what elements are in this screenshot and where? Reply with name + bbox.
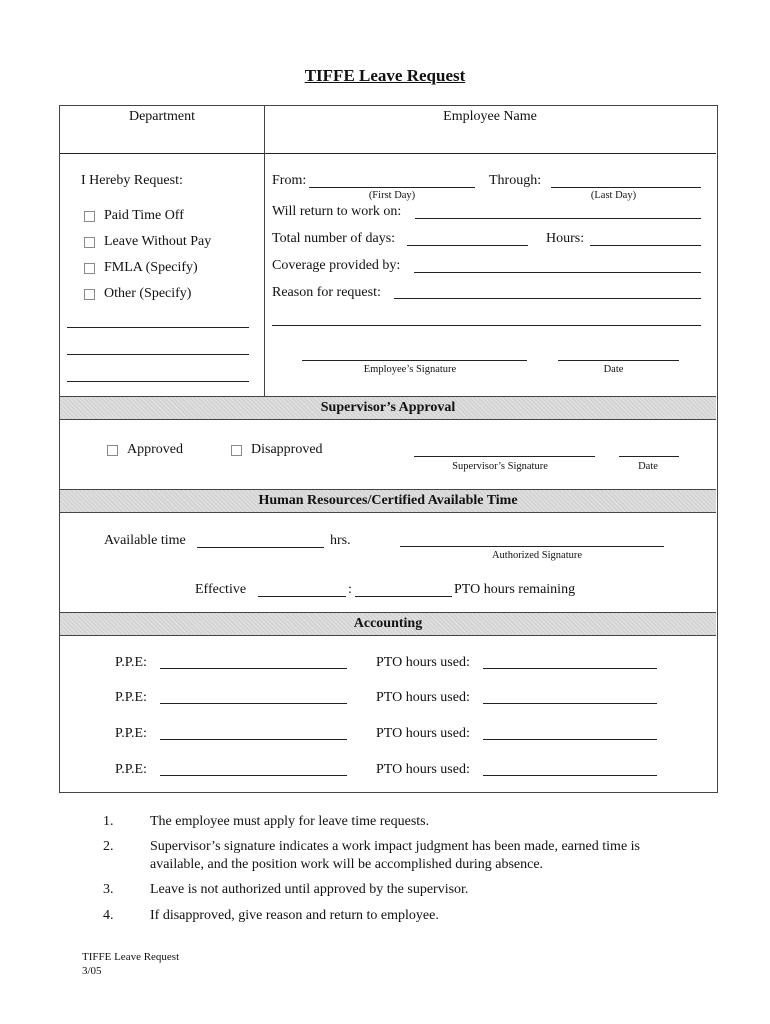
ppe-label-3: P.P.E: xyxy=(115,726,147,741)
total-days-label: Total number of days: xyxy=(272,231,396,246)
from-field[interactable] xyxy=(309,187,475,188)
footer-form-name: TIFFE Leave Request xyxy=(82,951,180,963)
approved-label: Approved xyxy=(127,442,183,457)
employee-date-field[interactable] xyxy=(558,360,679,361)
other-checkbox[interactable] xyxy=(84,289,95,300)
specify-line-1[interactable] xyxy=(67,327,249,328)
effective-field-2[interactable] xyxy=(355,596,452,597)
pto-remaining-label: PTO hours remaining xyxy=(454,582,576,597)
department-label: Department xyxy=(128,109,196,124)
coverage-label: Coverage provided by: xyxy=(272,258,401,273)
header-divider xyxy=(60,153,716,154)
supervisor-signature-field[interactable] xyxy=(414,456,595,457)
note-number-3: 3. xyxy=(103,882,114,897)
note-number-2: 2. xyxy=(103,839,114,854)
hours-label: Hours: xyxy=(546,231,585,246)
ppe-field-4[interactable] xyxy=(160,775,347,776)
through-label: Through: xyxy=(489,173,542,188)
reason-field-line-2[interactable] xyxy=(272,325,701,326)
authorized-signature-field[interactable] xyxy=(400,546,664,547)
disapproved-label: Disapproved xyxy=(251,442,323,457)
employee-name-label: Employee Name xyxy=(443,109,537,124)
effective-field-1[interactable] xyxy=(258,596,346,597)
employee-date-label: Date xyxy=(603,364,624,375)
pto-used-field-2[interactable] xyxy=(483,703,657,704)
first-day-label: (First Day) xyxy=(368,190,416,201)
fmla-label: FMLA (Specify) xyxy=(104,260,198,275)
specify-line-3[interactable] xyxy=(67,381,249,382)
leave-without-pay-checkbox[interactable] xyxy=(84,237,95,248)
hrs-label: hrs. xyxy=(330,533,351,548)
coverage-field[interactable] xyxy=(414,272,701,273)
paid-time-off-label: Paid Time Off xyxy=(104,208,184,223)
hours-field[interactable] xyxy=(590,245,701,246)
other-label: Other (Specify) xyxy=(104,286,192,301)
supervisor-signature-label: Supervisor’s Signature xyxy=(452,461,548,472)
employee-signature-field[interactable] xyxy=(302,360,527,361)
note-number-1: 1. xyxy=(103,814,114,829)
note-text-3: Leave is not authorized until approved by the supervisor. xyxy=(150,882,469,897)
approved-checkbox[interactable] xyxy=(107,445,118,456)
through-field[interactable] xyxy=(551,187,701,188)
specify-line-2[interactable] xyxy=(67,354,249,355)
page-title: TIFFE Leave Request xyxy=(304,66,466,85)
total-days-field[interactable] xyxy=(407,245,528,246)
ppe-label-4: P.P.E: xyxy=(115,762,147,777)
ppe-field-2[interactable] xyxy=(160,703,347,704)
return-to-work-field[interactable] xyxy=(415,218,701,219)
note-text-1: The employee must apply for leave time requests. xyxy=(150,814,430,829)
authorized-signature-label: Authorized Signature xyxy=(491,550,583,561)
ppe-field-1[interactable] xyxy=(160,668,347,669)
ppe-label-2: P.P.E: xyxy=(115,690,147,705)
accounting-heading: Accounting xyxy=(60,612,716,636)
return-to-work-label: Will return to work on: xyxy=(272,204,402,219)
supervisor-date-label: Date xyxy=(638,461,658,472)
note-text-2-line-1: Supervisor’s signature indicates a work impact judgment has been made, earned time is xyxy=(150,839,640,854)
reason-label: Reason for request: xyxy=(272,285,381,300)
supervisor-date-field[interactable] xyxy=(619,456,679,457)
note-text-4: If disapproved, give reason and return to employee. xyxy=(150,908,439,923)
pto-used-field-4[interactable] xyxy=(483,775,657,776)
available-time-field[interactable] xyxy=(197,547,324,548)
from-label: From: xyxy=(272,173,307,188)
pto-used-label-4: PTO hours used: xyxy=(376,762,470,777)
ppe-field-3[interactable] xyxy=(160,739,347,740)
pto-used-label-2: PTO hours used: xyxy=(376,690,470,705)
hereby-request-label: I Hereby Request: xyxy=(81,173,183,188)
leave-without-pay-label: Leave Without Pay xyxy=(104,234,212,249)
paid-time-off-checkbox[interactable] xyxy=(84,211,95,222)
note-text-2-line-2: available, and the position work will be accomplished during absence. xyxy=(150,857,544,872)
disapproved-checkbox[interactable] xyxy=(231,445,242,456)
supervisor-approval-heading: Supervisor’s Approval xyxy=(60,396,716,420)
available-time-label: Available time xyxy=(104,533,186,548)
hr-certified-time-heading: Human Resources/Certified Available Time xyxy=(60,489,716,513)
pto-used-label-1: PTO hours used: xyxy=(376,655,470,670)
pto-used-field-1[interactable] xyxy=(483,668,657,669)
pto-used-field-3[interactable] xyxy=(483,739,657,740)
last-day-label: (Last Day) xyxy=(590,190,637,201)
ppe-label-1: P.P.E: xyxy=(115,655,147,670)
footer-revision: 3/05 xyxy=(82,965,102,977)
note-number-4: 4. xyxy=(103,908,114,923)
fmla-checkbox[interactable] xyxy=(84,263,95,274)
column-divider xyxy=(264,106,265,396)
pto-used-label-3: PTO hours used: xyxy=(376,726,470,741)
employee-signature-label: Employee’s Signature xyxy=(363,364,457,375)
effective-colon: : xyxy=(348,582,352,597)
effective-label: Effective xyxy=(195,582,247,597)
reason-field[interactable] xyxy=(394,298,701,299)
